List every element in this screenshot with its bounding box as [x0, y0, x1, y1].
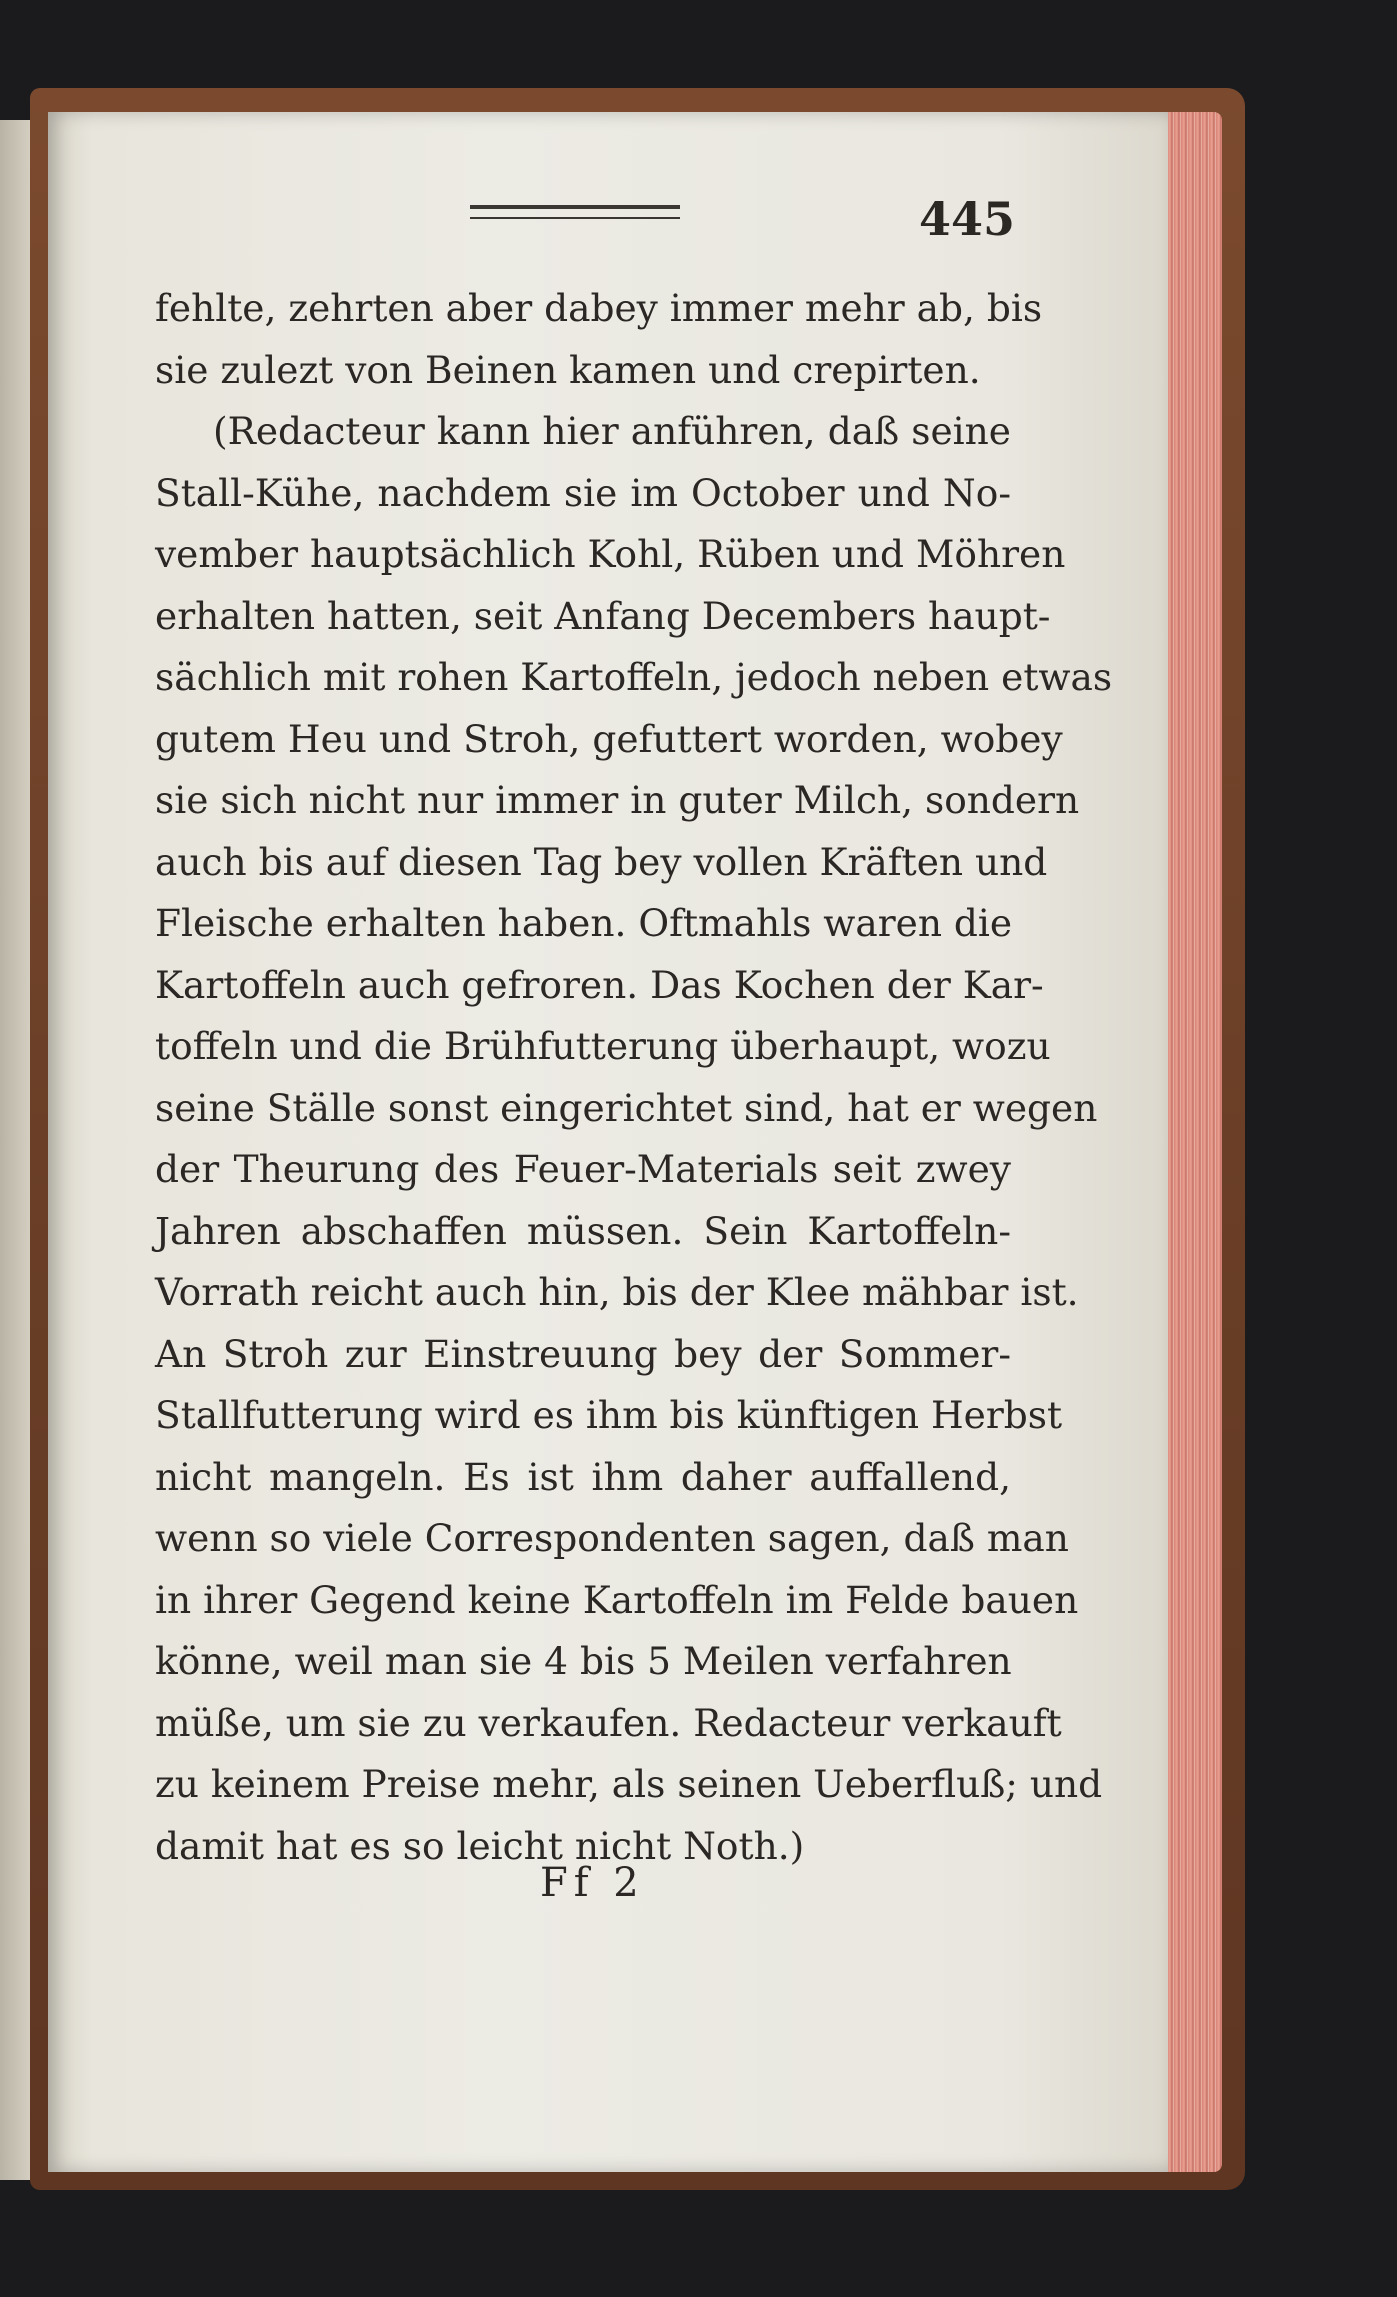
text-line: An Stroh zur Einstreuung bey der Sommer- [155, 1331, 1011, 1376]
text-line: Kartoffeln auch gefroren. Das Kochen der Kar- [155, 962, 1044, 1007]
body-text [155, 278, 1113, 1877]
text-line: Stall-Kühe, nachdem sie im October und No- [155, 470, 1011, 515]
text-line: Fleische erhalten haben. Oftmahls waren die [155, 901, 1013, 945]
text-line: vember hauptsächlich Kohl, Rüben und Möhren [155, 532, 1066, 576]
text-line: erhalten hatten, seit Anfang Decembers haupt- [155, 593, 1051, 638]
page-number: 445 [918, 192, 1015, 246]
text-line: gutem Heu und Stroh, gefuttert worden, wobey [155, 716, 1063, 761]
text-line: sie zulezt von Beinen kamen und crepirten. [155, 347, 981, 392]
page-edges [1160, 112, 1222, 2172]
text-line: nicht mangeln. Es ist ihm daher auffallend, [155, 1454, 1011, 1499]
text-line: Stallfutterung wird es ihm bis künftigen Herbst [155, 1393, 1063, 1437]
text-line: in ihrer Gegend keine Kartoffeln im Felde bauen [155, 1577, 1079, 1622]
text-line: seine Ställe sonst eingerichtet sind, hat er wegen [155, 1085, 1098, 1130]
text-line: damit hat es so leicht nicht Noth.) [155, 1823, 805, 1868]
text-line: fehlte, zehrten aber dabey immer mehr ab, bis [155, 286, 1043, 330]
text-line: Jahren abschaffen müssen. Sein Kartoffeln- [155, 1208, 1011, 1253]
text-line: der Theurung des Feuer-Materials seit zwey [155, 1147, 1011, 1191]
text-line: zu keinem Preise mehr, als seinen Ueberfluß; und [155, 1762, 1103, 1806]
text-line: Vorrath reicht auch hin, bis der Klee mähbar ist. [155, 1270, 1079, 1314]
text-line: sie sich nicht nur immer in guter Milch, sondern [155, 778, 1080, 822]
text-line: auch bis auf diesen Tag bey vollen Kräften und [155, 839, 1048, 884]
text-line: (Redacteur kann hier anführen, daß seine [213, 409, 1011, 453]
text-line: könne, weil man sie 4 bis 5 Meilen verfahren [155, 1639, 1012, 1683]
header-rule [470, 205, 680, 219]
text-line: sächlich mit rohen Kartoffeln, jedoch neben etwas [155, 655, 1113, 699]
text-line: wenn so viele Correspondenten sagen, daß man [155, 1516, 1069, 1560]
printer-signature-mark: Ff 2 [540, 1860, 645, 1906]
text-line: müße, um sie zu verkaufen. Redacteur verkauft [155, 1700, 1062, 1745]
text-line: toffeln und die Brühfutterung überhaupt, wozu [155, 1024, 1051, 1068]
